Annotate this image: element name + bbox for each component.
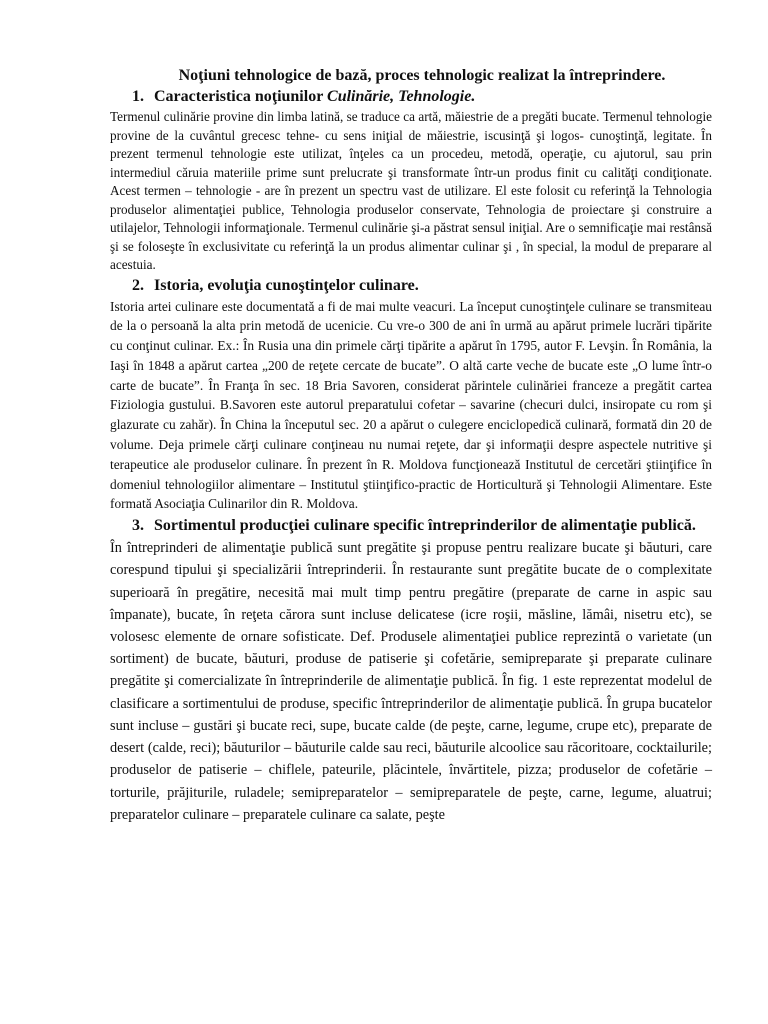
section-3-heading xyxy=(110,516,712,536)
section-1-heading xyxy=(110,87,712,107)
section-3-number: 3. xyxy=(132,517,144,535)
section-3-heading-text: Sortimentul producţiei culinare specific întreprinderilor de alimentaţie publică. xyxy=(154,517,696,535)
section-2-body: Istoria artei culinare este documentată a fi de mai multe veacuri. La început cunoştinţele culinare se transmiteau de la o persoană la alta prin metodă de ucenicie. Cu vre-o 300 de ani în urmă au apărut primele lucrări tipărite cu conţinut culinar. Ex.: În Rusia una din primele cărţi tipărite a apărut în 1795, autor F. Levşin. În România, la Iaşi în 1848 a apărut cartea „200 de reţete cercate de bucate”. O altă carte veche de bucate este „O lume într-o carte de bucate”. În Franţa în sec. 18 Bria Savoren, considerat părintele culinăriei franceze a pregătit cartea Fiziologia gustului. B.Savoren este autorul preparatului cofetar – savarine (checuri dulci, insiropate cu rom şi glazurate cu zahăr). În China la începutul sec. 20 a apărut o culegere enciclopedică culinară, formată din 20 de volume. Deja primele cărţi culinare conţineau nu numai reţete, dar şi informaţii despre aspectele nutritive şi terapeutice ale produselor culinare. În prezent în R. Moldova funcţionează Institutul de cercetări ştiinţifice în domeniul tehnologiilor alimentare – Institutul ştiinţifico-practic de Horticultură şi Tehnologii Alimentare. Este formată Asociaţia Culinarilor din R. Moldova. xyxy=(110,298,712,512)
section-1-heading-italic: Culinărie, Tehnologie. xyxy=(327,88,476,105)
section-2-heading-text: Istoria, evoluţia cunoştinţelor culinare. xyxy=(154,276,419,294)
section-1-number: 1. xyxy=(132,88,144,105)
document-page xyxy=(110,66,712,826)
section-3-body: În întreprinderi de alimentaţie publică sunt pregătite şi propuse pentru realizare bucate şi băuturi, care corespund tipului şi specializării întreprinderii. În restaurante sunt pregătite bucate de o complexitate superioară în pregătire, necesită mai mult timp pentru pregătire (preparate de carne in aspic sau împanate), bucate, în reţeta cărora sunt incluse delicatese (icre roşii, măsline, lămâi, nisetru etc), se volosesc elemente de ornare sofisticate. Def. Produsele alimentaţiei publice reprezintă o varietate (un sortiment) de bucate, băuturi, produse de patiserie şi cofetărie, semipreparate şi preparate culinare pregătite şi comercializate în întreprinderile de alimentaţie publică. În fig. 1 este reprezentat modelul de clasificare a sortimentului de produse, specific întreprinderilor de alimentaţie publică. În grupa bucatelor sunt incluse – gustări şi bucate reci, supe, bucate calde (de peşte, carne, legume, crupe etc), preparate de desert (calde, reci); băuturilor – băuturile calde sau reci, băuturile alcoolice sau răcoritoare, cocktailurile; produselor de patiserie – chiflele, pateurile, plăcintele, învărtitele, pizza; produselor de cofetărie – torturile, prăjiturile, ruladele; semipreparatelor – semipreparatele de peşte, carne, legume, aluatrui; preparatelor culinare – preparatele culinare ca salate, peşte xyxy=(110,540,712,823)
section-1-heading-text: Caracteristica noţiunilor xyxy=(154,88,328,105)
section-2-number: 2. xyxy=(132,276,144,294)
section-1-body: Termenul culinărie provine din limba latină, se traduce ca artă, măiestrie de a pregăti bucate. Termenul tehnologie provine de la cuvântul grecesc tehne- cu sens iniţial de măiestrie, iscusinţă şi logos- cunoştinţă, legitate. În prezent termenul tehnologie este utilizat, înţeles ca un procedeu, metodă, operaţie, cu ajutorul, sau prin intermediul căruia materiile prime sunt prelucrate şi transformate într-un produs finit cu calităţi condiţionate. Acest termen – tehnologie - are în prezent un spectru vast de utilizare. El este folosit cu referinţă la Tehnologia produselor alimentaţiei publice, Tehnologia produselor conservate, Tehnologia de proiectare şi construire a utilajelor, Tehnologii informaţionale. Termenul culinărie şi-a păstrat sensul iniţial. Are o semnificaţie mai restânsă şi se foloseşte în exclusivitate cu referinţă la un produs alimentar culinar şi , în special, la modul de preparare al acestuia. xyxy=(110,109,712,272)
section-2-heading xyxy=(110,276,712,296)
document-title: Noţiuni tehnologice de bază, proces tehnologic realizat la întreprindere. xyxy=(178,67,666,84)
